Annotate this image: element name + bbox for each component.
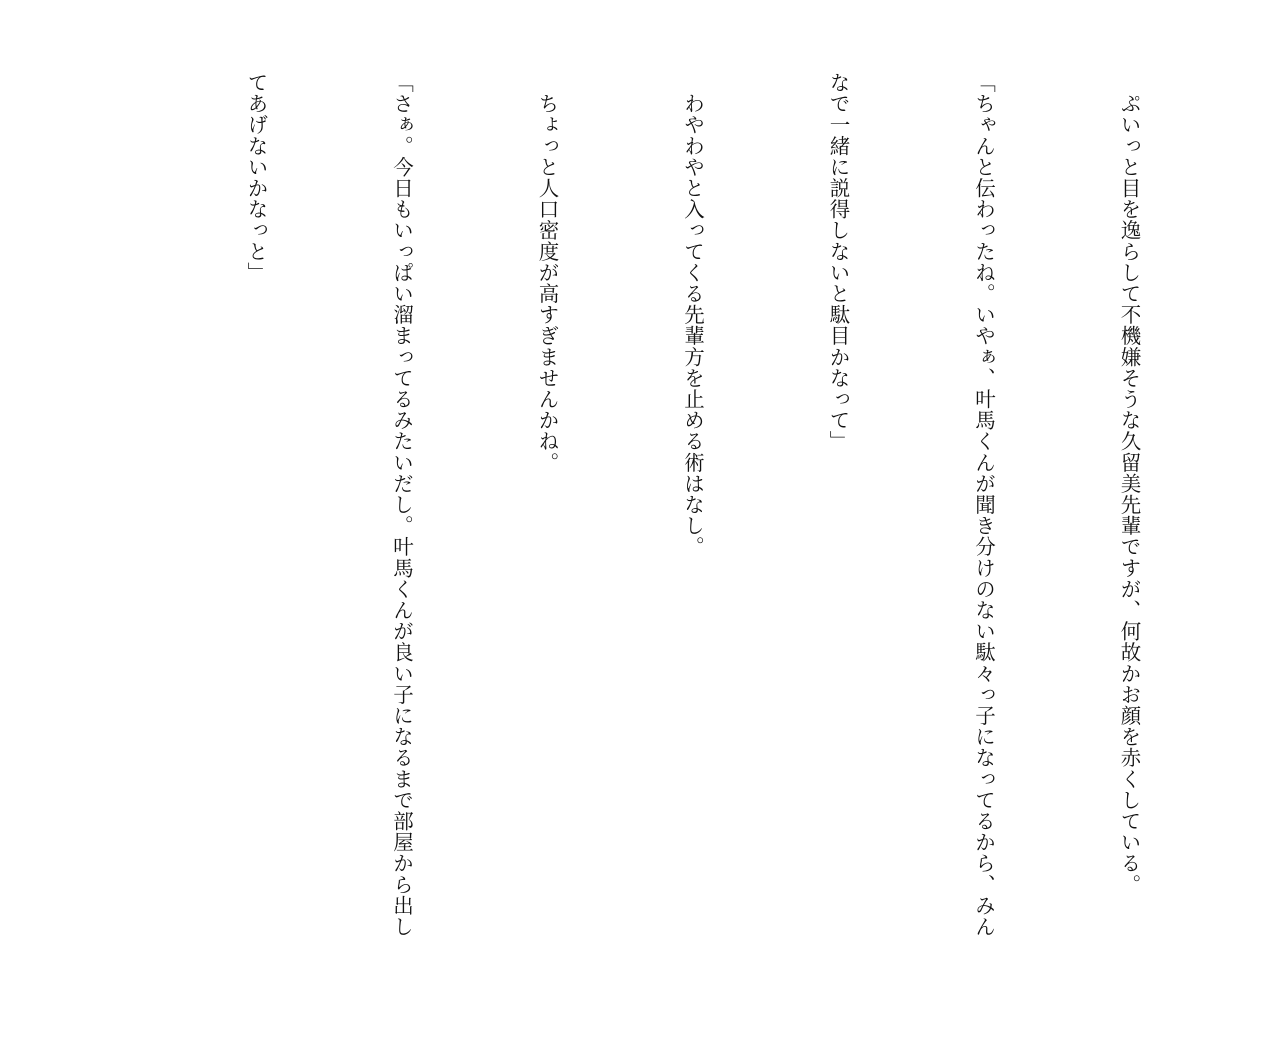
text-line: なで一緒に説得しないと駄目かなって」 xyxy=(826,72,850,452)
vertical-text-body xyxy=(0,72,1250,1032)
text-line: てあげないかなっと」 xyxy=(244,72,268,283)
text-line: ぷいっと目を逸らして不機嫌そうな久留美先輩ですが、何故かお顔を赤くしている。 xyxy=(1117,72,1141,895)
text-line: 「さぁ。今日もいっぱい溜まってるみたいだし。叶馬くんが良い子になるまで部屋から出し xyxy=(389,72,414,938)
text-line: 「ちゃんと伝わったね。いやぁ、叶馬くんが聞き分けのない駄々っ子になってるから、みん xyxy=(971,72,996,938)
text-line: わやわやと入ってくる先輩方を止める術はなし。 xyxy=(680,72,705,558)
blank-line xyxy=(86,72,135,1032)
text-line: ちょっと人口密度が高すぎませんかね。 xyxy=(535,72,559,473)
